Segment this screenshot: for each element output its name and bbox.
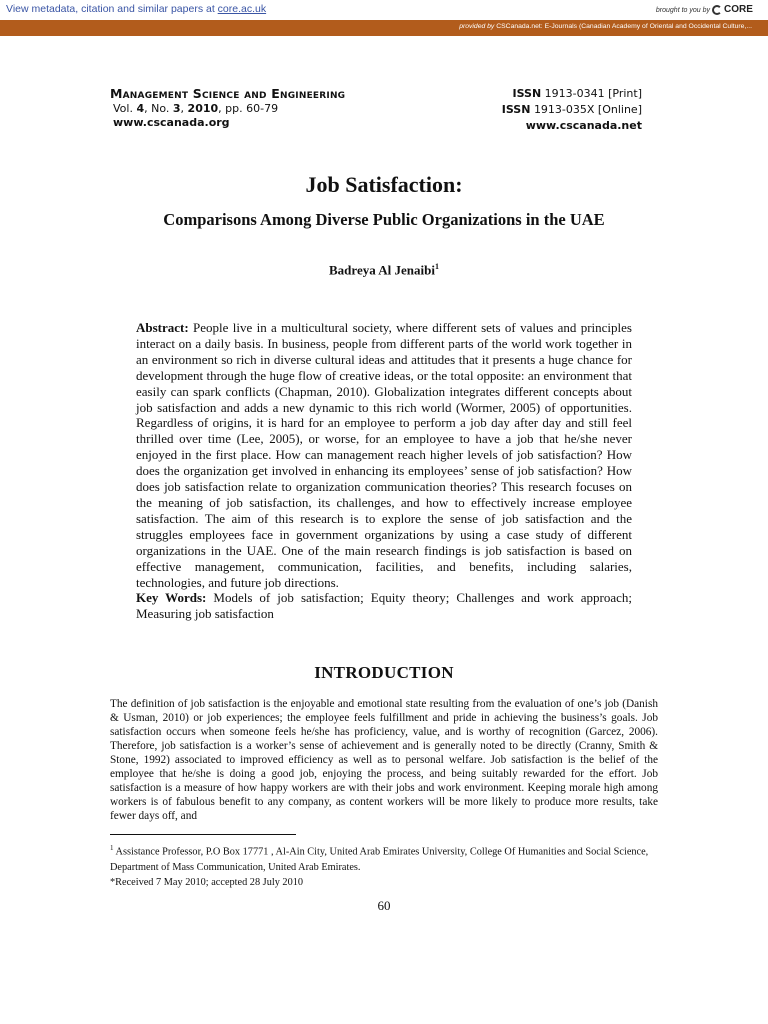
introduction-heading: INTRODUCTION bbox=[314, 663, 454, 682]
journal-name: Management Science and Engineering bbox=[110, 86, 346, 101]
introduction-body bbox=[110, 698, 658, 824]
brought-to-you-by-text: brought to you by bbox=[655, 7, 710, 14]
provided-by-text[interactable]: provided by CSCanada.net: E-Journals (Canadian Academy of Oriental and Occidental Culture,... bbox=[459, 23, 752, 30]
author-name: Badreya Al Jenaibi$^1$ bbox=[329, 262, 439, 278]
article-subtitle: Comparisons Among Diverse Public Organizations in the UAE bbox=[163, 210, 605, 229]
journal-header-left bbox=[110, 86, 345, 129]
page-number: 60 bbox=[377, 898, 391, 913]
core-logo[interactable] bbox=[712, 2, 754, 18]
abstract-label: Abstract: bbox=[136, 320, 189, 335]
author-footnote-marker: 1 bbox=[434, 262, 439, 271]
journal-volume-info: Vol. 4, No. 3, 2010, pp. 60-79 bbox=[113, 102, 279, 115]
abstract bbox=[136, 320, 632, 622]
issn-online: ISSN 1913-035X [Online] bbox=[501, 103, 642, 116]
journal-website-left[interactable]: www.cscanada.org bbox=[113, 116, 230, 129]
keywords-text: Models of job satisfaction; Equity theory; Challenges and work approach; Measuring job satisfaction bbox=[136, 590, 632, 622]
footnote bbox=[110, 841, 670, 891]
introduction-paragraph: The definition of job satisfaction is the enjoyable and emotional state resulting from the evaluation of one’s job (Danish & Usman, 2010) or job experiences; the employee feels fulfillment and pride in achieving the business’s goals. Job satisfaction occurs when someone feels he/she has proficiency, value, and is worthy of recognition (Garcez, 2006). Therefore, job satisfaction is a worker’s sense of achievement and is generally noted to be directly (Cranny, Smith & Stone, 1992) associated to improved efficiency as well as to personal welfare. Job satisfaction is the belief of the employee that he/she is doing a good job, enjoying the process, and being suitably rewarded for the effort. Job satisfaction is a measure of how happy workers are with their jobs and work environment. Keeping morale high among workers is of fabulous benefit to any company, as content workers will be more likely to produce more results, take fewer days off, and bbox=[110, 698, 658, 822]
core-logo-text: CORE bbox=[724, 4, 753, 15]
footnote-received: *Received 7 May 2010; accepted 28 July 2010 bbox=[110, 877, 304, 889]
keywords-paragraph bbox=[136, 590, 632, 622]
core-banner bbox=[0, 0, 768, 21]
provided-by-bar bbox=[0, 20, 768, 36]
article-title: Job Satisfaction: bbox=[305, 172, 463, 197]
journal-website-right[interactable]: www.cscanada.net bbox=[525, 119, 642, 132]
metadata-link[interactable]: View metadata, citation and similar papers at core.ac.uk bbox=[6, 3, 267, 15]
footnote-rule bbox=[110, 834, 296, 835]
core-ac-uk-link[interactable]: core.ac.uk bbox=[217, 3, 267, 15]
footnote-affiliation: $^1$ Assistance Professor, P.O Box 17771 , Al-Ain City, United Arab Emirates University, College Of Humanities and Social Science, Department of Mass Communication, United Arab Emirates. bbox=[110, 844, 649, 873]
core-logo-icon bbox=[712, 5, 722, 15]
keywords-label: Key Words: bbox=[136, 590, 207, 606]
issn-print: ISSN 1913-0341 [Print] bbox=[512, 87, 642, 100]
journal-header-right bbox=[502, 86, 642, 134]
abstract-paragraph bbox=[136, 320, 632, 590]
abstract-text: People live in a multicultural society, where different sets of values and principles interact on a daily basis. In business, people from different parts of the world work together in an environment so rich in diverse cultural ideas and attitudes that it presents a huge chance for development through the huge flow of creative ideas, or the total opposite: an environment that easily can spark conflicts (Chapman, 2010). Globalization integrates different concepts about job satisfaction and adds a new dynamic to this rich world (Wormer, 2005) of opportunities. Regardless of origins, it is hard for an employee to perform a job day after day and still feel thrilled over time (Lee, 2005), or worse, for an employee to have a job that he/she never enjoyed in the first place. How can management reach higher levels of job satisfaction? How does the organization get involved in enhancing its employees’ sense of job satisfaction? How does job satisfaction relate to organization communication theories? This research focuses on the meaning of job satisfaction, its challenges, and how to effectively increase employee satisfaction. The aim of this research is to explore the sense of job satisfaction and the struggles employees face in government organizations by using a case study of different organizations in the UAE. One of the main research findings is job satisfaction is based on effective management, communication, facilities, and benefits, including salaries, technologies, and future job directions. bbox=[136, 320, 632, 590]
